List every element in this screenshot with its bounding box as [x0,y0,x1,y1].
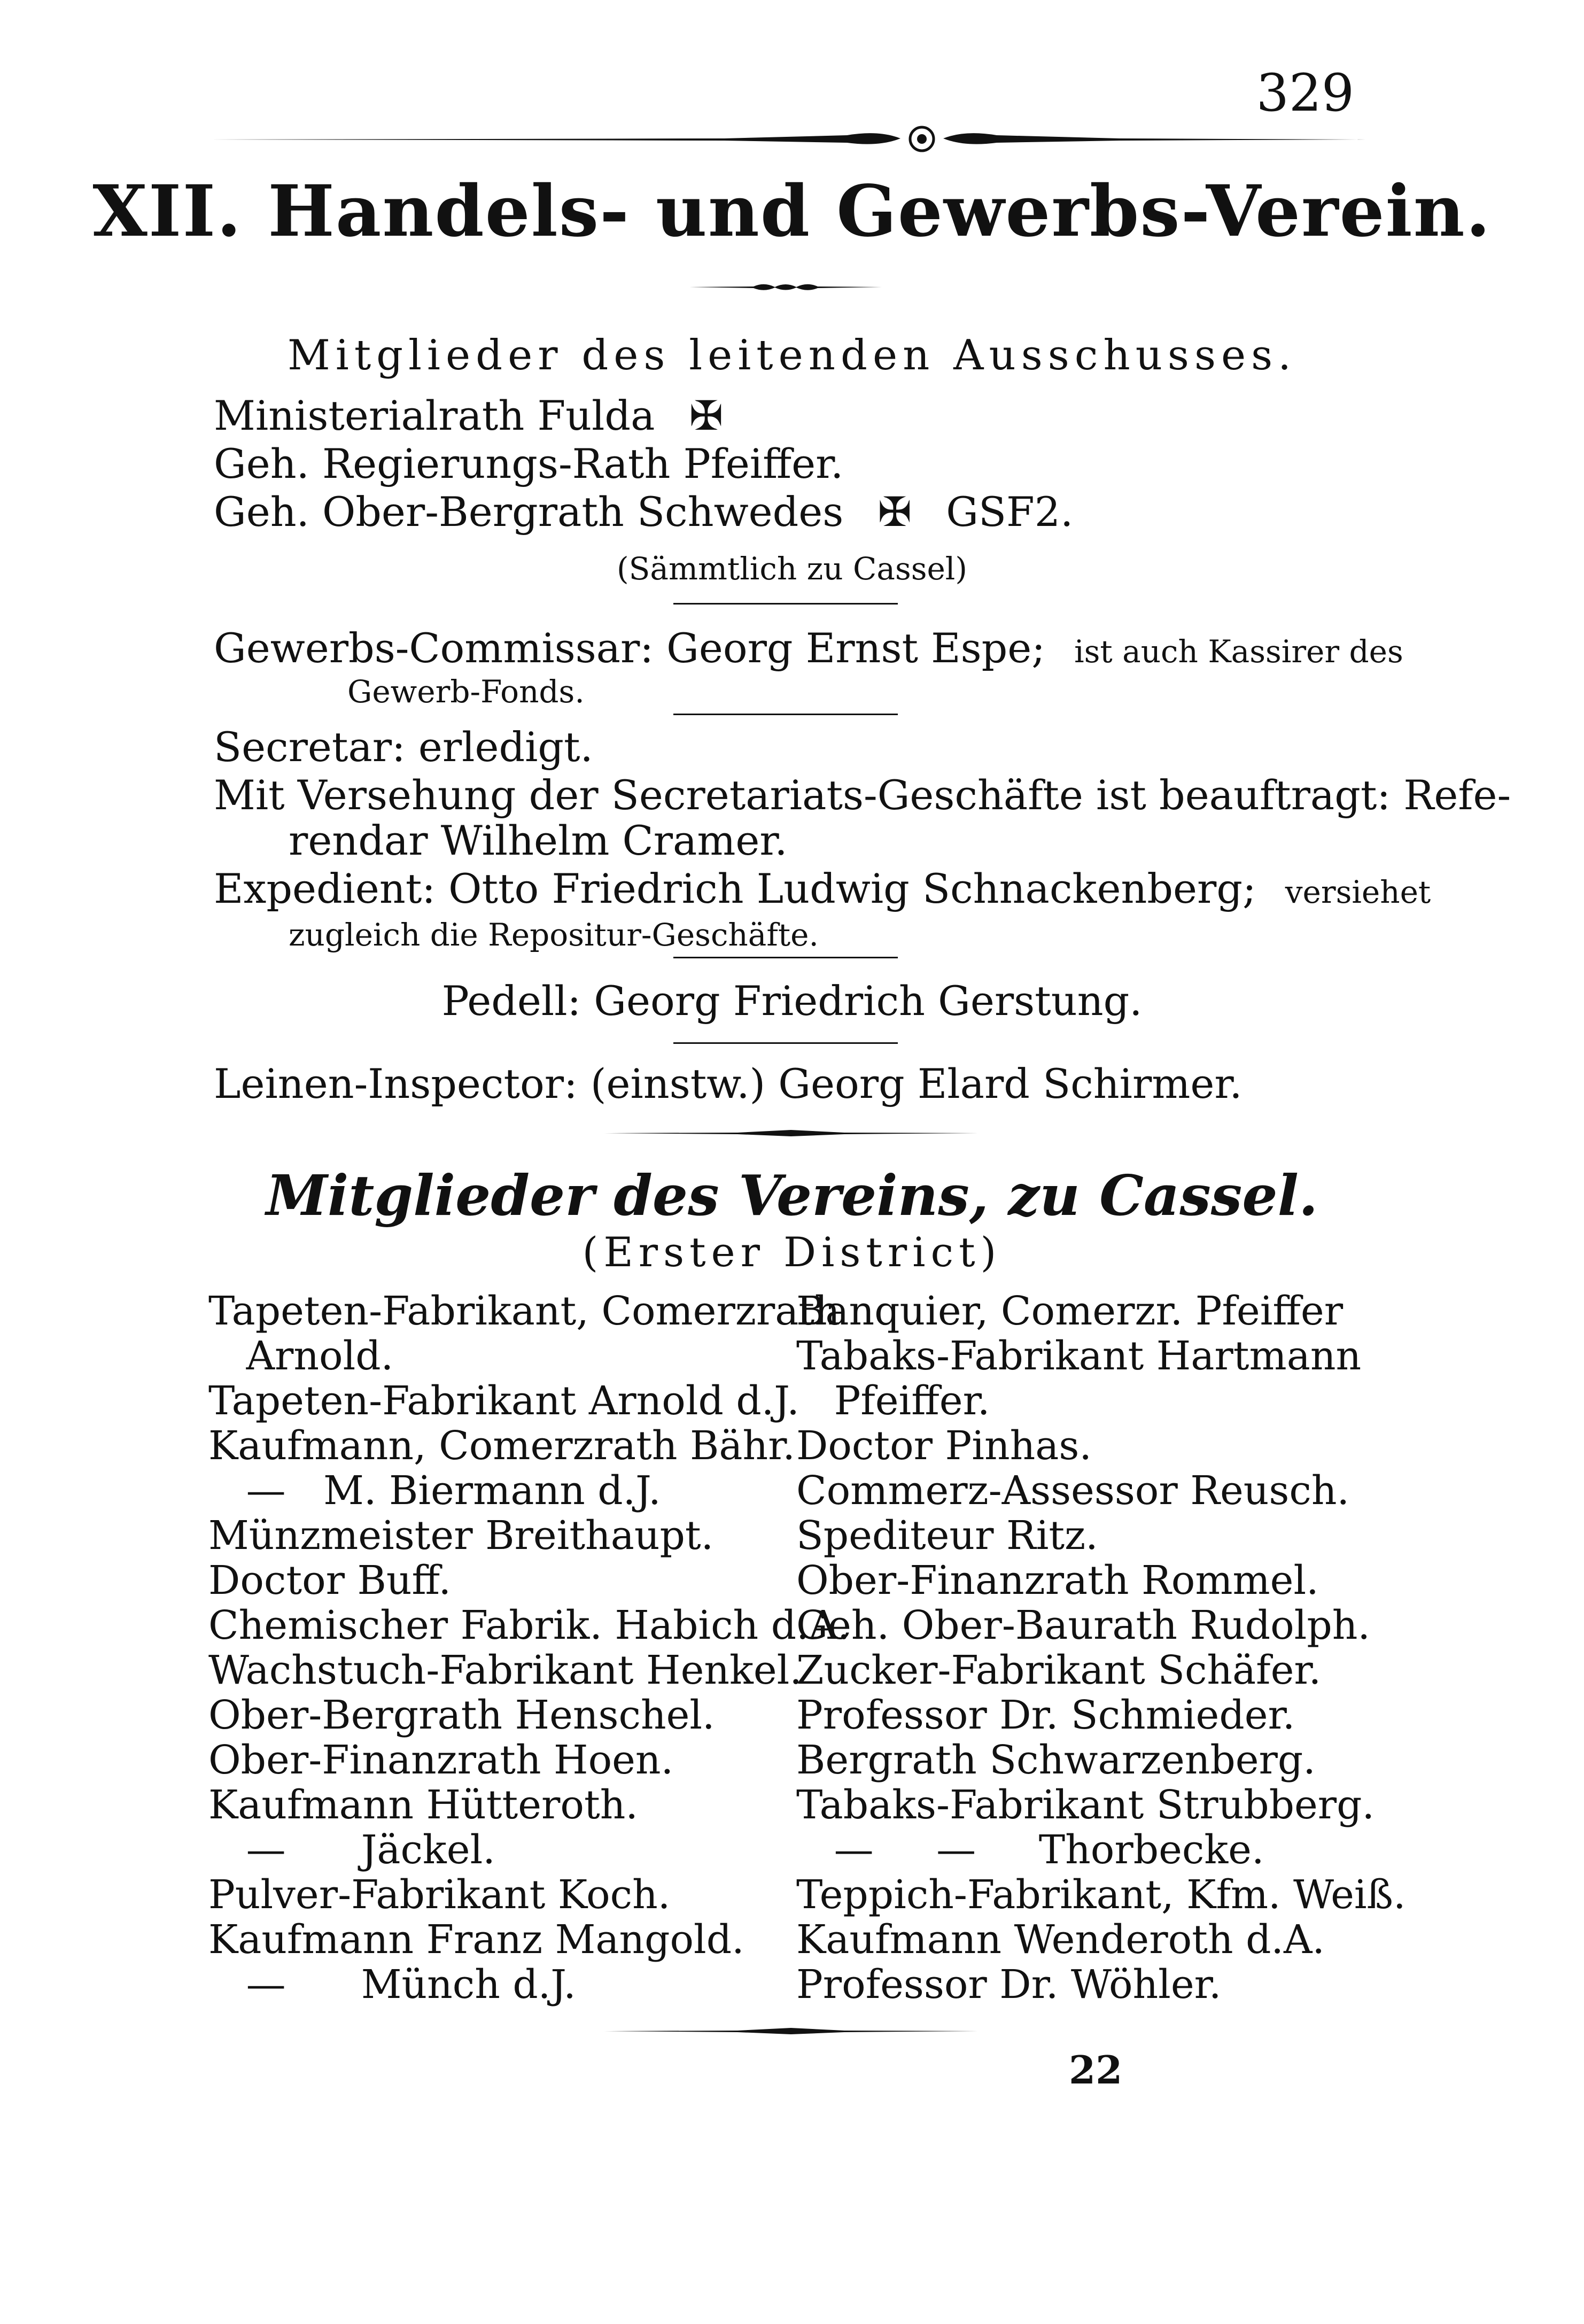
list-item: Münzmeister Breithaupt. [208,1513,714,1559]
divider [673,957,898,958]
list-item: Geh. Ober-Baurath Rudolph. [796,1602,1370,1648]
secretar-line: Secretar: erledigt. [214,723,593,771]
commissar-line: Gewerbs-Commissar: Georg Ernst Espe; ist auch Kassirer des [214,624,1403,672]
versehung-line: Mit Versehung der Secretariats-Geschäfte ist beauftragt: Refe- [214,771,1511,819]
list-item: Professor Dr. Schmieder. [796,1692,1295,1738]
list-item: — — Thorbecke. [796,1827,1264,1873]
list-item: — Jäckel. [208,1827,495,1873]
committee-heading: Mitglieder des leitenden Ausschusses. [288,331,1296,379]
order-cross-icon: ✠ [689,392,724,439]
top-ornament [211,126,1365,152]
list-item: Wachstuch-Fabrikant Henkel. [208,1647,802,1693]
list-item: Chemischer Fabrik. Habich d.A. [208,1602,850,1648]
expedient-line-cont: zugleich die Repositur-Geschäfte. [289,917,819,953]
list-item: Kaufmann Wenderoth d.A. [796,1917,1325,1963]
district-label: (Erster District) [582,1228,1002,1276]
divider [673,714,898,715]
list-item: Ober-Finanzrath Hoen. [208,1737,674,1783]
list-item: — M. Biermann d.J. [208,1468,661,1514]
committee-member-1: Ministerialrath Fulda ✠ [214,392,724,439]
list-item: Commerz-Assessor Reusch. [796,1468,1350,1514]
versehung-line-cont: rendar Wilhelm Cramer. [289,817,788,864]
section-title: XII. Handels- und Gewerbs-Verein. [92,170,1492,253]
list-item: Kaufmann, Comerzrath Bähr. [208,1423,795,1469]
commissar-line-cont: Gewerb-Fonds. [347,673,585,710]
list-item: Ober-Bergrath Henschel. [208,1692,715,1738]
list-item: Bergrath Schwarzenberg. [796,1737,1316,1783]
list-item: Doctor Buff. [208,1558,452,1603]
list-item: Tapeten-Fabrikant Arnold d.J. [208,1378,799,1424]
list-item: Zucker-Fabrikant Schäfer. [796,1647,1322,1693]
bottom-ornament [604,2026,978,2036]
title-ornament [689,281,882,293]
signature-mark: 22 [1069,2047,1123,2093]
list-item: Arnold. [208,1333,394,1379]
leinen-line: Leinen-Inspector: (einstw.) Georg Elard Schirmer. [214,1060,1243,1107]
committee-member-3: Geh. Ober-Bergrath Schwedes ✠ GSF2. [214,488,1074,536]
order-cross-icon: ✠ [878,488,912,536]
members-section-title: Mitglieder des Vereins, zu Cassel. [266,1163,1318,1228]
list-item: Spediteur Ritz. [796,1513,1098,1559]
list-item: Teppich-Fabrikant, Kfm. Weiß. [796,1872,1406,1918]
divider [673,1042,898,1044]
list-item: Pulver-Fabrikant Koch. [208,1872,671,1918]
page-number: 329 [1256,63,1354,123]
list-item: Kaufmann Franz Mangold. [208,1917,744,1963]
list-item: Doctor Pinhas. [796,1423,1092,1469]
expedient-line: Expedient: Otto Friedrich Ludwig Schnackenberg; versiehet [214,865,1431,912]
committee-note: (Sämmtlich zu Cassel) [617,551,967,587]
list-item: Kaufmann Hütteroth. [208,1782,638,1828]
list-item: Tapeten-Fabrikant, Comerzrath [208,1288,840,1334]
section-ornament [604,1128,978,1138]
list-item: Pfeiffer. [796,1378,990,1424]
list-item: Banquier, Comerzr. Pfeiffer [796,1288,1344,1334]
list-item: Tabaks-Fabrikant Hartmann [796,1333,1362,1379]
list-item: Tabaks-Fabrikant Strubberg. [796,1782,1375,1828]
list-item: Ober-Finanzrath Rommel. [796,1558,1319,1603]
list-item: Professor Dr. Wöhler. [796,1962,1222,2008]
pedell-line: Pedell: Georg Friedrich Gerstung. [441,977,1143,1025]
committee-member-2: Geh. Regierungs-Rath Pfeiffer. [214,440,844,487]
list-item: — Münch d.J. [208,1962,576,2008]
divider [673,603,898,605]
